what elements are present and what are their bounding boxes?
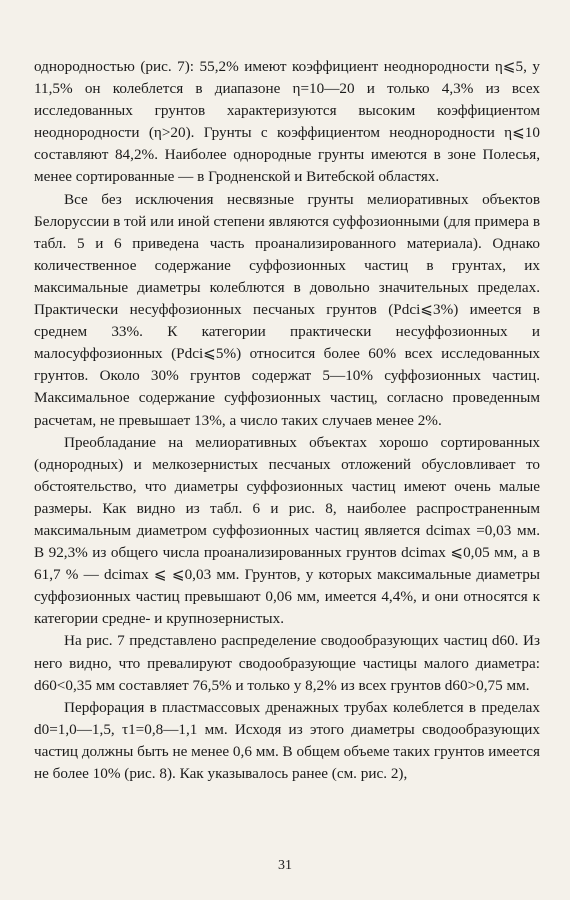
- paragraph-5: Перфорация в пластмассовых дренажных трубах колеблется в пределах d0=1,0—1,5, τ1=0,8—1,1 мм. Исходя из этого диаметры сводообразующих частиц должны быть не менее 0,6 мм. В общем объеме таких грунтов имеется не более 10% (рис. 8). Как указывалось ранее (см. рис. 2),: [34, 698, 540, 782]
- paragraph-1: однородностью (рис. 7): 55,2% имеют коэффициент неоднородности η⩽5, у 11,5% он колеблется в диапазоне η=10—20 и только 4,3% из всех исследованных грунтов характеризуются высоким коэффициентом неоднородности (η>20). Грунты с коэффициентом неоднородности η⩽10 составляют 84,2%. Наиболее однородные грунты имеются в зоне Полесья, менее сортированные — в Гродненской и Витебской областях.: [34, 58, 540, 186]
- page-number: 31: [278, 858, 292, 873]
- paragraph-4: На рис. 7 представлено распределение сводообразующих частиц d60. Из него видно, что превалируют сводообразующие частицы малого диаметра: d60<0,35 мм составляет 76,5% и только у 8,2% из всех грунтов d60>0,75 мм.: [34, 632, 540, 694]
- paragraph-3: Преобладание на мелиоративных объектах хорошо сортированных (однородных) и мелкозернистых песчаных отложений обусловливает то обстоятельство, что диаметры суффозионных частиц имеют очень малые размеры. Как видно из табл. 6 и рис. 8, наиболее распространенным максимальным диаметром суффозионных частиц является dcimax =0,03 мм. В 92,3% из общего числа проанализированных грунтов dcimax ⩽0,05 мм, а в 61,7 % — dcimax ⩽ ⩽0,03 мм. Грунтов, у которых максимальные диаметры суффозионных частиц превышают 0,06 мм, имеется 4,4%, и они относятся к категории средне- и крупнозернистых.: [34, 433, 540, 628]
- paragraph-2: Все без исключения несвязные грунты мелиоративных объектов Белоруссии в той или иной степени являются суффозионными (для примера в табл. 5 и 6 приведена часть проанализированного материала). Однако количественное содержание суффозионных частиц в грунтах, их максимальные диаметры колеблются в довольно значительных пределах. Практически несуффозионных песчаных грунтов (Pdci⩽3%) имеется в среднем 33%. К категории практически несуффозионных и малосуффозионных (Pdci⩽5%) относится более 60% всех исследованных грунтов. Около 30% грунтов содержат 5—10% суффозионных частиц. Максимальное содержание суффозионных частиц, согласно проведенным расчетам, не превышает 13%, а число таких случаев менее 2%.: [34, 190, 540, 429]
